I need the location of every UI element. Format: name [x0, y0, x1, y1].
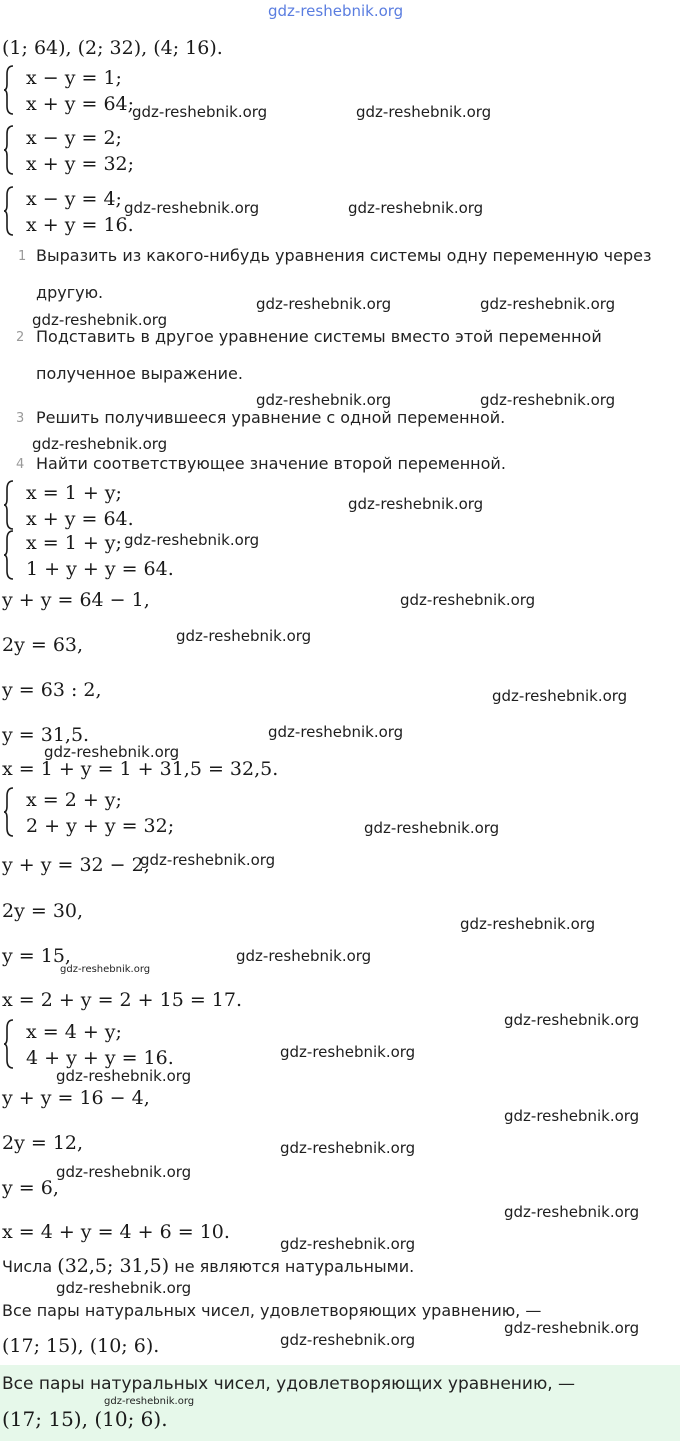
- equation: y + y = 16 − 4,: [2, 1087, 150, 1109]
- answer-text: Все пары натуральных чисел, удовлетворяющих уравнению, —: [2, 1374, 576, 1394]
- watermark: gdz-reshebnik.org: [132, 103, 268, 121]
- system-brace: [3, 529, 13, 581]
- equation-result: x = 2 + y = 2 + 15 = 17.: [2, 989, 243, 1011]
- step-text: Выразить из какого-нибудь уравнения системы одну переменную через: [36, 246, 652, 265]
- watermark: gdz-reshebnik.org: [56, 1067, 192, 1085]
- header-watermark: gdz-reshebnik.org: [268, 2, 404, 20]
- watermark: gdz-reshebnik.org: [268, 723, 404, 741]
- watermark: gdz-reshebnik.org: [44, 743, 180, 761]
- statement-text: Числа: [2, 1257, 58, 1276]
- equation: x + y = 32;: [26, 153, 135, 175]
- watermark: gdz-reshebnik.org: [56, 1163, 192, 1181]
- equation: 2y = 63,: [2, 634, 84, 656]
- statement-text: не являются натуральными.: [169, 1257, 415, 1276]
- equation: 2y = 12,: [2, 1132, 84, 1154]
- watermark: gdz-reshebnik.org: [140, 851, 276, 869]
- step-text: Найти соответствующее значение второй переменной.: [36, 454, 506, 473]
- system-brace: [3, 124, 13, 176]
- not-natural-statement: [2, 1254, 414, 1278]
- all-pairs-value: (17; 15), (10; 6).: [2, 1335, 160, 1357]
- watermark: gdz-reshebnik.org: [480, 295, 616, 313]
- watermark: gdz-reshebnik.org: [348, 495, 484, 513]
- answer-box: [0, 1365, 680, 1441]
- equation: y = 31,5.: [2, 724, 90, 746]
- watermark: gdz-reshebnik.org: [124, 199, 260, 217]
- equation: y = 63 : 2,: [2, 679, 102, 701]
- step-text: Подставить в другое уравнение системы вместо этой переменной: [36, 327, 602, 346]
- equation: y + y = 64 − 1,: [2, 589, 150, 611]
- watermark: gdz-reshebnik.org: [124, 531, 260, 549]
- watermark: gdz-reshebnik.org: [32, 311, 168, 329]
- equation: y = 6,: [2, 1177, 59, 1199]
- watermark: gdz-reshebnik.org: [356, 103, 492, 121]
- watermark: gdz-reshebnik.org: [460, 915, 596, 933]
- watermark: gdz-reshebnik.org: [492, 687, 628, 705]
- all-pairs-text: Все пары натуральных чисел, удовлетворяющих уравнению, —: [2, 1301, 542, 1320]
- watermark: gdz-reshebnik.org: [56, 1279, 192, 1297]
- watermark: gdz-reshebnik.org: [256, 295, 392, 313]
- equation: y = 15,: [2, 945, 71, 967]
- system-brace: [3, 786, 13, 838]
- watermark: gdz-reshebnik.org: [104, 1396, 195, 1407]
- equation: y + y = 32 − 2,: [2, 854, 150, 876]
- answer-value: (17; 15), (10; 6).: [2, 1407, 168, 1431]
- equation: 2y = 30,: [2, 900, 84, 922]
- watermark: gdz-reshebnik.org: [176, 627, 312, 645]
- system-brace: [3, 1018, 13, 1070]
- equation: x − y = 4;: [26, 188, 122, 210]
- step-number: 4: [16, 457, 25, 472]
- equation-result: x = 4 + y = 4 + 6 = 10.: [2, 1221, 230, 1243]
- step-text: полученное выражение.: [36, 364, 243, 383]
- system-brace: [3, 479, 13, 531]
- equation-result: x = 1 + y = 1 + 31,5 = 32,5.: [2, 758, 279, 780]
- equation: x = 2 + y;: [26, 789, 122, 811]
- watermark: gdz-reshebnik.org: [60, 964, 151, 975]
- watermark: gdz-reshebnik.org: [348, 199, 484, 217]
- watermark: gdz-reshebnik.org: [504, 1011, 640, 1029]
- equation: x = 4 + y;: [26, 1021, 122, 1043]
- watermark: gdz-reshebnik.org: [280, 1139, 416, 1157]
- step-number: 3: [16, 411, 25, 426]
- watermark: gdz-reshebnik.org: [504, 1107, 640, 1125]
- equation: 4 + y + y = 16.: [26, 1047, 174, 1069]
- system-brace: [3, 64, 13, 116]
- watermark: gdz-reshebnik.org: [364, 819, 500, 837]
- equation: 2 + y + y = 32;: [26, 815, 175, 837]
- equation: x + y = 16.: [26, 214, 134, 236]
- step-number: 2: [16, 330, 25, 345]
- watermark: gdz-reshebnik.org: [256, 391, 392, 409]
- equation: 1 + y + y = 64.: [26, 558, 174, 580]
- equation: x = 1 + y;: [26, 532, 122, 554]
- equation: x = 1 + y;: [26, 482, 122, 504]
- step-text: Решить получившееся уравнение с одной переменной.: [36, 408, 506, 427]
- watermark: gdz-reshebnik.org: [280, 1043, 416, 1061]
- step-text: другую.: [36, 283, 104, 302]
- watermark: gdz-reshebnik.org: [280, 1235, 416, 1253]
- equation: x − y = 1;: [26, 67, 122, 89]
- equation: x − y = 2;: [26, 127, 122, 149]
- pairs-line: (1; 64), (2; 32), (4; 16).: [2, 37, 223, 59]
- watermark: gdz-reshebnik.org: [504, 1203, 640, 1221]
- watermark: gdz-reshebnik.org: [236, 947, 372, 965]
- watermark: gdz-reshebnik.org: [480, 391, 616, 409]
- equation: x + y = 64.: [26, 508, 134, 530]
- system-brace: [3, 185, 13, 237]
- watermark: gdz-reshebnik.org: [280, 1331, 416, 1349]
- watermark: gdz-reshebnik.org: [504, 1319, 640, 1337]
- watermark: gdz-reshebnik.org: [32, 435, 168, 453]
- step-number: 1: [18, 249, 27, 264]
- watermark: gdz-reshebnik.org: [400, 591, 536, 609]
- equation: x + y = 64;: [26, 93, 135, 115]
- statement-pair: (32,5; 31,5): [57, 1255, 170, 1277]
